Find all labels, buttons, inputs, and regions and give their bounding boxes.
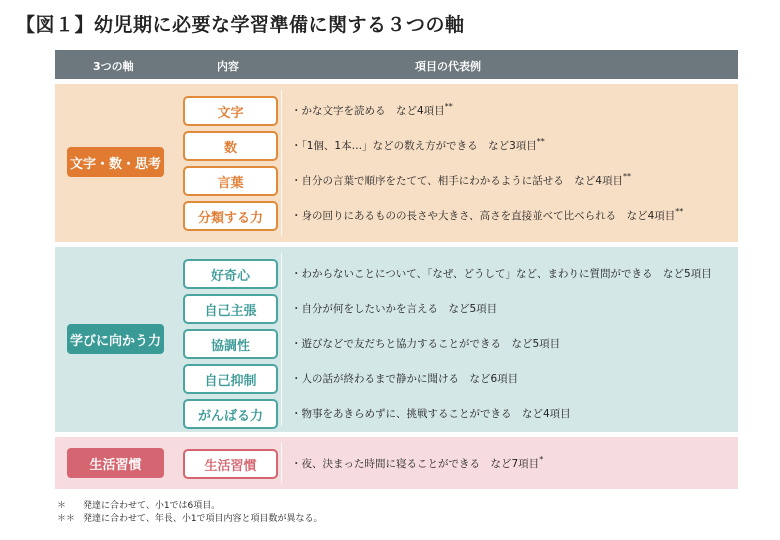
group-daily-habits [55,437,738,489]
header-examples: 項目の代表例 [415,60,481,73]
example-body: ・かな文字を読める など4項目 [291,105,445,117]
figure-title: 【図１】幼児期に必要な学習準備に関する３つの軸 [16,14,465,36]
table-row [55,399,738,427]
example-text [291,456,543,471]
group-literacy-numeracy [55,84,738,242]
example-text [291,406,571,421]
footnotes [57,500,323,526]
category-box: がんばる力 [183,399,278,429]
footnote-symbol: ＊ [57,501,67,511]
example-text [291,103,453,118]
example-body: ・人の話が終わるまで静かに聞ける など6項目 [291,373,519,385]
example-text [291,208,683,223]
table-row [55,166,738,194]
footnote-mark: * [539,455,544,464]
category-box: 好奇心 [183,259,278,289]
category-box: 自己抑制 [183,364,278,394]
table-row [55,201,738,229]
example-text [291,336,560,351]
table-row [55,329,738,357]
header-axis: 3つの軸 [93,60,134,73]
axis-label: 生活習慣 [67,448,164,478]
table-row [55,259,738,287]
table-header [55,50,738,79]
category-box: 数 [183,131,278,161]
header-content: 内容 [217,60,239,73]
category-box: 文字 [183,96,278,126]
example-text [291,266,712,281]
category-box: 協調性 [183,329,278,359]
axis-label: 学びに向かう力 [67,324,164,354]
category-box: 言葉 [183,166,278,196]
example-text [291,371,518,386]
table-row [55,294,738,322]
category-box: 生活習慣 [183,449,278,479]
example-body: ・身の回りにあるものの長さや大きさ、高さを直接並べて比べられる など4項目 [291,210,676,222]
category-box: 自己主張 [183,294,278,324]
example-body: ・「1個、1本…」などの数え方ができる など3項目 [291,140,537,152]
footnote-text: 発達に合わせて、年長、小1で項目内容と項目数が異なる。 [83,514,323,524]
axis-label: 文字・数・思考 [67,147,164,177]
example-body: ・わからないことについて、「なぜ、どうして」など、まわりに質問ができる など5項目 [291,268,712,280]
footnote [57,513,323,526]
example-body: ・自分の言葉で順序をたてて、相手にわかるように話せる など4項目 [291,175,623,187]
table-row [55,96,738,124]
example-text [291,138,545,153]
footnote-mark: ** [622,172,631,181]
example-body: ・夜、決まった時間に寝ることができる など7項目 [291,458,540,470]
category-box: 分類する力 [183,201,278,231]
footnote-mark: ** [675,207,684,216]
example-body: ・遊びなどで友だちと協力することができる など5項目 [291,338,561,350]
footnote-symbol: ＊＊ [57,514,76,524]
example-text [291,301,497,316]
footnote-mark: ** [444,102,453,111]
table-row [55,449,738,477]
axes-table [55,50,738,474]
group-learning-motivation [55,247,738,432]
example-text [291,173,631,188]
footnote [57,500,323,513]
table-row [55,131,738,159]
table-row [55,364,738,392]
footnote-mark: ** [536,137,545,146]
footnote-text: 発達に合わせて、小1では6項目。 [83,501,221,511]
example-body: ・物事をあきらめずに、挑戦することができる など4項目 [291,408,571,420]
example-body: ・自分が何をしたいかを言える など5項目 [291,303,498,315]
